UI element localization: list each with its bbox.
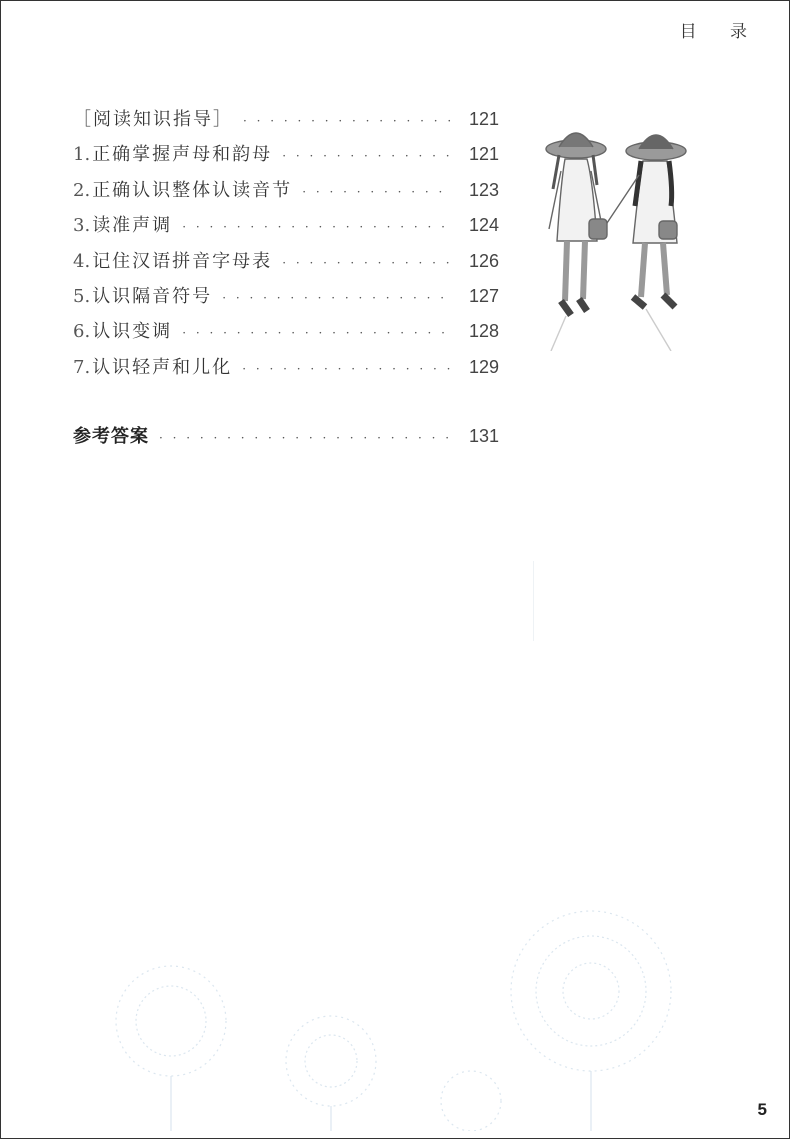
toc-leader-dots [282, 149, 453, 163]
toc-item-5[interactable] [73, 282, 499, 317]
toc-page-number: 129 [468, 356, 499, 377]
toc-page-number: 127 [468, 285, 499, 306]
page-number: 5 [757, 1100, 767, 1119]
toc-page-number: 124 [468, 215, 499, 236]
toc-item-label: 记住汉语拼音字母表 [92, 250, 273, 272]
toc-item-3[interactable] [73, 211, 499, 246]
toc-leader-dots [302, 185, 453, 199]
two-girls-walking-icon [521, 111, 721, 351]
toc-item-6[interactable] [73, 317, 499, 352]
toc-page-number: 121 [468, 144, 499, 165]
toc-item-1[interactable] [73, 140, 499, 175]
toc-section-label: ［阅读知识指导］ [73, 109, 233, 130]
toc-item-number: 7. [73, 356, 91, 378]
toc-item-label: 认识隔音符号 [92, 285, 213, 307]
toc-answers-label: 参考答案 [73, 426, 149, 448]
divider-line [533, 561, 534, 641]
toc-page-number: 126 [468, 250, 499, 271]
toc-item-4[interactable] [73, 247, 499, 282]
toc-leader-dots [282, 256, 453, 270]
toc-leader-dots [182, 326, 453, 340]
toc-item-label: 正确认识整体认读音节 [92, 179, 293, 201]
toc-leader-dots [182, 220, 453, 234]
toc-page-number: 131 [468, 426, 499, 447]
toc-item-7[interactable] [73, 353, 499, 388]
toc-answers-row[interactable] [73, 422, 499, 457]
toc-leader-dots [222, 291, 453, 305]
toc-item-label: 读准声调 [92, 215, 173, 237]
toc-leader-dots [242, 362, 453, 376]
toc-item-number: 5. [73, 285, 91, 307]
toc-page-number: 128 [468, 321, 499, 342]
toc-item-number: 4. [73, 250, 91, 272]
toc-item-number: 6. [73, 321, 91, 343]
toc-item-label: 认识轻声和儿化 [92, 356, 233, 378]
toc-item-2[interactable] [73, 176, 499, 211]
page-title: 目 录 [679, 22, 761, 42]
toc-leader-dots [243, 114, 453, 128]
toc-item-label: 认识变调 [92, 321, 173, 343]
toc-item-number: 2. [73, 179, 91, 201]
table-of-contents [73, 105, 499, 458]
dandelion-flowers-icon [91, 871, 741, 1131]
toc-item-number: 1. [73, 144, 91, 166]
toc-section-row[interactable] [73, 105, 499, 140]
toc-page-number: 121 [468, 109, 499, 129]
toc-page-number: 123 [468, 179, 499, 200]
toc-leader-dots [159, 431, 453, 445]
toc-item-label: 正确掌握声母和韵母 [92, 144, 273, 166]
toc-item-number: 3. [73, 215, 91, 237]
